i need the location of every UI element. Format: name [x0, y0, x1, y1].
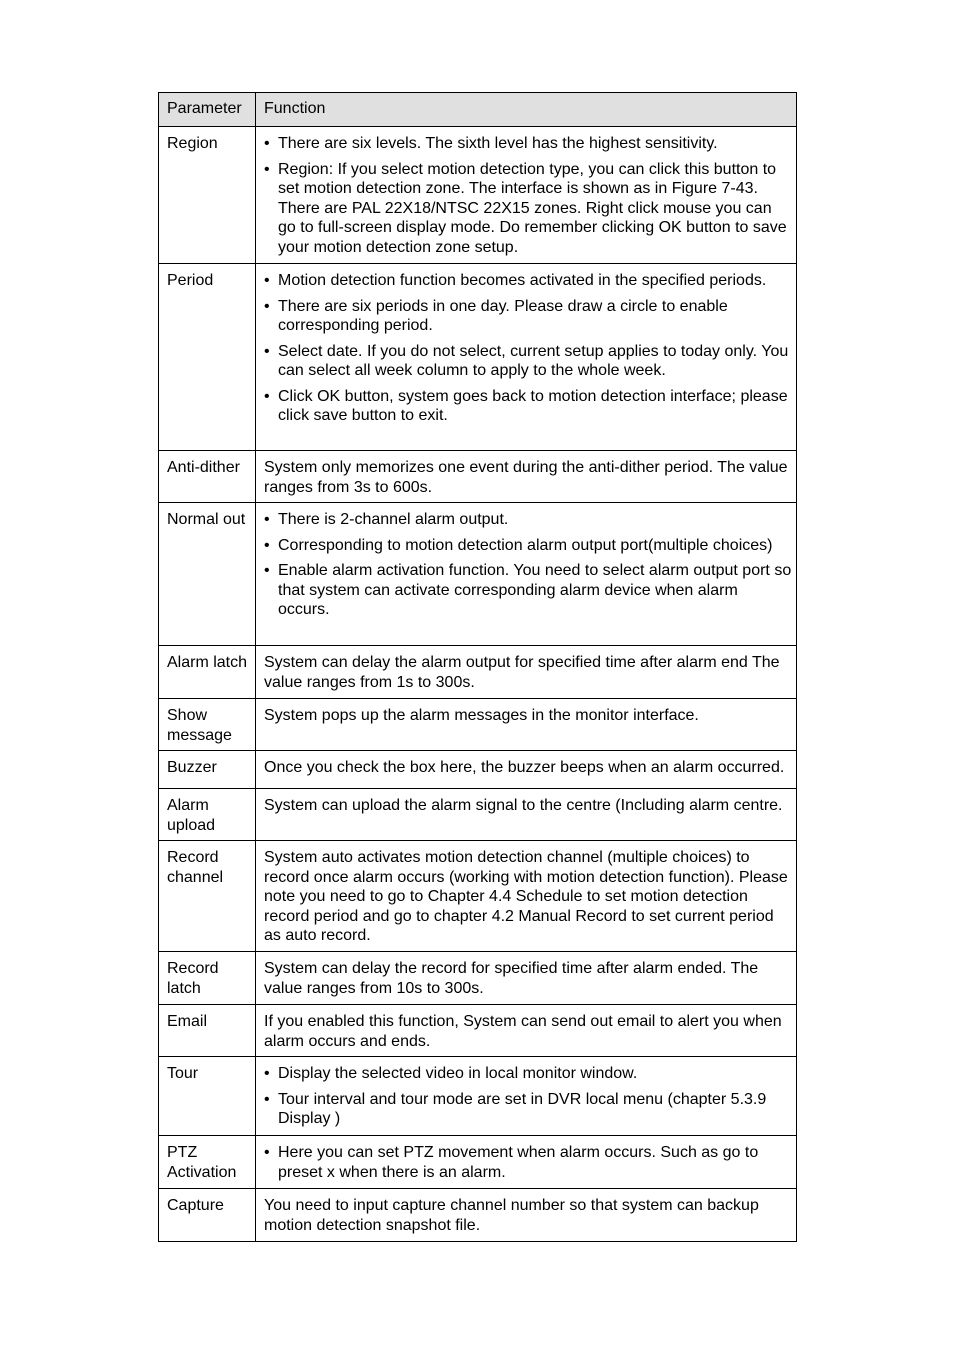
- parameter-cell: PTZ Activation: [159, 1136, 256, 1189]
- bullet-item: • Click OK button, system goes back to motion detection interface; please click save button to exit.: [264, 387, 793, 426]
- bullet-item: • Tour interval and tour mode are set in DVR local menu (chapter 5.3.9 Display ): [264, 1090, 793, 1129]
- header-row: [159, 93, 797, 127]
- table-row: [159, 751, 797, 789]
- function-cell: [256, 841, 797, 952]
- function-cell: [256, 789, 797, 841]
- parameter-cell: Alarm latch: [159, 646, 256, 699]
- bullet-item: • There is 2-channel alarm output.: [264, 510, 793, 530]
- bullet-item: • There are six periods in one day. Please draw a circle to enable corresponding period.: [264, 297, 793, 336]
- bullet-item: • Enable alarm activation function. You need to select alarm output port so that system can activate corresponding alarm device when alarm occurs.: [264, 561, 793, 620]
- table-row: [159, 789, 797, 841]
- function-cell: [256, 1136, 797, 1189]
- bullet-item: • Motion detection function becomes activated in the specified periods.: [264, 271, 793, 291]
- function-text: Once you check the box here, the buzzer beeps when an alarm occurred.: [264, 759, 785, 776]
- function-text: If you enabled this function, System can send out email to alert you when alarm occurs and ends.: [264, 1013, 782, 1050]
- bullet-item: • Select date. If you do not select, current setup applies to today only. You can select all week column to apply to the whole week.: [264, 342, 793, 381]
- bullet-item: • Display the selected video in local monitor window.: [264, 1064, 793, 1084]
- function-cell: [256, 699, 797, 751]
- function-cell: [256, 451, 797, 503]
- parameter-cell: Buzzer: [159, 751, 256, 789]
- parameter-cell: Show message: [159, 699, 256, 751]
- bullet-list: [264, 510, 793, 620]
- bullet-item: • There are six levels. The sixth level has the highest sensitivity.: [264, 134, 793, 154]
- table-row: [159, 952, 797, 1005]
- table-row: [159, 841, 797, 952]
- table-row: [159, 503, 797, 646]
- function-cell: [256, 264, 797, 451]
- parameter-cell: Anti-dither: [159, 451, 256, 503]
- parameter-cell: Tour: [159, 1057, 256, 1136]
- function-text: System can upload the alarm signal to the centre (Including alarm centre.: [264, 797, 783, 814]
- bullet-list: [264, 1143, 793, 1182]
- function-text: System can delay the alarm output for specified time after alarm end The value ranges from 1s to 300s.: [264, 654, 780, 691]
- table-row: [159, 451, 797, 503]
- table-row: [159, 699, 797, 751]
- table-row: [159, 1005, 797, 1057]
- parameter-cell: Alarm upload: [159, 789, 256, 841]
- function-text: System auto activates motion detection channel (multiple choices) to record once alarm occurs (working with motion detection function). Please note you need to go to Chapter 4.4 Schedule to set motion detection record period and go to chapter 4.2 Manual Record to set current period as auto record.: [264, 849, 788, 944]
- function-text: System pops up the alarm messages in the monitor interface.: [264, 707, 699, 724]
- table-row: [159, 1057, 797, 1136]
- bullet-item: • Here you can set PTZ movement when alarm occurs. Such as go to preset x when there is an alarm.: [264, 1143, 793, 1182]
- table-row: [159, 127, 797, 264]
- function-cell: [256, 1057, 797, 1136]
- bullet-list: [264, 134, 793, 257]
- function-cell: [256, 1189, 797, 1242]
- function-cell: [256, 503, 797, 646]
- function-cell: [256, 751, 797, 789]
- parameter-cell: Record channel: [159, 841, 256, 952]
- parameter-cell: Capture: [159, 1189, 256, 1242]
- bullet-list: [264, 1064, 793, 1129]
- parameter-cell: Record latch: [159, 952, 256, 1005]
- header-parameter: Parameter: [159, 93, 256, 127]
- table-body: [159, 127, 797, 1242]
- header-function: Function: [256, 93, 797, 127]
- table-row: [159, 264, 797, 451]
- parameter-table: [158, 92, 797, 1242]
- bullet-list: [264, 271, 793, 426]
- parameter-cell: Period: [159, 264, 256, 451]
- function-text: You need to input capture channel number so that system can backup motion detection snapshot file.: [264, 1197, 759, 1234]
- function-text: System only memorizes one event during the anti-dither period. The value ranges from 3s to 600s.: [264, 459, 788, 496]
- table-row: [159, 1136, 797, 1189]
- table-header: [159, 93, 797, 127]
- function-cell: [256, 127, 797, 264]
- parameter-cell: Email: [159, 1005, 256, 1057]
- parameter-cell: Normal out: [159, 503, 256, 646]
- function-text: System can delay the record for specified time after alarm ended. The value ranges from 10s to 300s.: [264, 960, 759, 997]
- function-cell: [256, 1005, 797, 1057]
- function-cell: [256, 646, 797, 699]
- table-row: [159, 1189, 797, 1242]
- bullet-item: • Region: If you select motion detection type, you can click this button to set motion detection zone. The interface is shown as in Figure 7-43. There are PAL 22X18/NTSC 22X15 zones. Right click mouse you can go to full-screen display mode. Do remember clicking OK button to save your motion detection zone setup.: [264, 160, 793, 258]
- table-row: [159, 646, 797, 699]
- bullet-item: • Corresponding to motion detection alarm output port(multiple choices): [264, 536, 793, 556]
- parameter-cell: Region: [159, 127, 256, 264]
- function-cell: [256, 952, 797, 1005]
